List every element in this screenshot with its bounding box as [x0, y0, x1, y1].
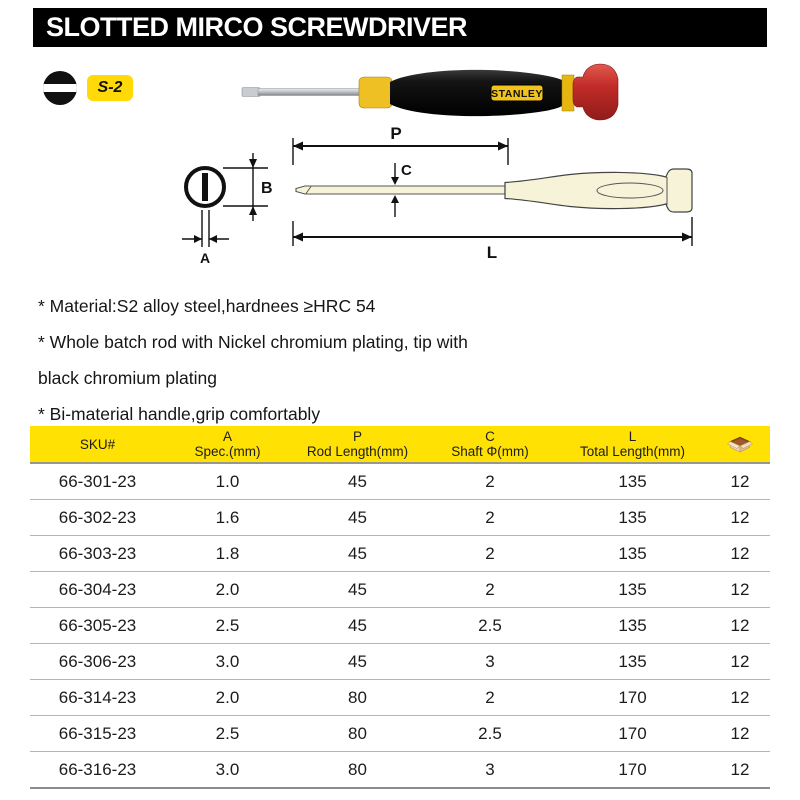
cell-total-length: 135 [555, 644, 710, 680]
table-row [30, 463, 770, 500]
cell-rod-length: 45 [290, 572, 425, 608]
cell-pack-qty: 12 [710, 463, 770, 500]
table-row [30, 752, 770, 789]
cell-pack-qty: 12 [710, 680, 770, 716]
cell-rod-length: 45 [290, 500, 425, 536]
cell-shaft-dia: 2.5 [425, 716, 555, 752]
table-header-row [30, 426, 770, 463]
col-header-pack-qty [710, 426, 770, 463]
cell-total-length: 135 [555, 463, 710, 500]
cell-a-spec: 3.0 [165, 752, 290, 789]
dim-label-b: B [261, 180, 273, 197]
dimension-diagram [0, 125, 800, 275]
cell-rod-length: 45 [290, 536, 425, 572]
cell-a-spec: 1.8 [165, 536, 290, 572]
cell-rod-length: 45 [290, 608, 425, 644]
cell-a-spec: 2.0 [165, 680, 290, 716]
cell-a-spec: 1.6 [165, 500, 290, 536]
handle-side-view [505, 169, 692, 212]
cell-pack-qty: 12 [710, 644, 770, 680]
brand-badge [491, 85, 543, 101]
cell-sku: 66-304-23 [30, 572, 165, 608]
slotted-tip-icon [43, 71, 77, 105]
feature-list [38, 288, 598, 432]
table-row [30, 500, 770, 536]
cell-pack-qty: 12 [710, 536, 770, 572]
table-row [30, 680, 770, 716]
brand-text: STANLEY [491, 88, 543, 100]
table-row [30, 716, 770, 752]
cell-a-spec: 3.0 [165, 644, 290, 680]
cell-pack-qty: 12 [710, 716, 770, 752]
cell-total-length: 170 [555, 752, 710, 789]
cell-rod-length: 45 [290, 644, 425, 680]
cell-a-spec: 2.5 [165, 608, 290, 644]
cell-shaft-dia: 2.5 [425, 608, 555, 644]
table-row [30, 644, 770, 680]
dim-label-p: P [390, 125, 402, 143]
cell-shaft-dia: 2 [425, 572, 555, 608]
col-header-a-spec: A Spec.(mm) [165, 426, 290, 463]
cell-sku: 66-303-23 [30, 536, 165, 572]
cap-ring [562, 75, 574, 111]
cell-rod-length: 80 [290, 752, 425, 789]
screwdriver-shaft [242, 88, 362, 97]
cell-rod-length: 45 [290, 463, 425, 500]
feature-line: black chromium plating [38, 368, 217, 388]
cell-total-length: 170 [555, 716, 710, 752]
cell-total-length: 135 [555, 500, 710, 536]
rotating-cap [573, 64, 618, 120]
cell-shaft-dia: 2 [425, 536, 555, 572]
cell-pack-qty: 12 [710, 608, 770, 644]
slot-mark [43, 84, 77, 92]
feature-line: * Bi-material handle,grip comfortably [38, 404, 321, 424]
dim-label-c: C [401, 162, 412, 179]
table-row [30, 608, 770, 644]
cell-shaft-dia: 2 [425, 463, 555, 500]
cell-pack-qty: 12 [710, 752, 770, 789]
cell-sku: 66-305-23 [30, 608, 165, 644]
tip-type-label: S-2 [97, 79, 123, 96]
cell-shaft-dia: 3 [425, 752, 555, 789]
col-header-sku: SKU# [30, 426, 165, 463]
cell-sku: 66-306-23 [30, 644, 165, 680]
cell-a-spec: 2.0 [165, 572, 290, 608]
page-title-bar [33, 8, 767, 47]
tip-type-badge [87, 75, 133, 101]
col-header-rod-length: P Rod Length(mm) [290, 426, 425, 463]
cell-total-length: 170 [555, 680, 710, 716]
cell-shaft-dia: 2 [425, 680, 555, 716]
feature-line: * Material:S2 alloy steel,hardnees ≥HRC 54 [38, 296, 376, 316]
cell-sku: 66-316-23 [30, 752, 165, 789]
cell-sku: 66-302-23 [30, 500, 165, 536]
table-row [30, 572, 770, 608]
handle-collar [359, 77, 392, 108]
page-title: SLOTTED MIRCO SCREWDRIVER [46, 12, 468, 42]
cell-shaft-dia: 2 [425, 500, 555, 536]
cell-a-spec: 1.0 [165, 463, 290, 500]
cell-shaft-dia: 3 [425, 644, 555, 680]
shaft-side-view [296, 186, 505, 194]
carton-box-icon [727, 434, 753, 454]
cell-sku: 66-314-23 [30, 680, 165, 716]
product-photo [230, 55, 650, 125]
cell-sku: 66-315-23 [30, 716, 165, 752]
cell-total-length: 135 [555, 608, 710, 644]
col-header-total-length: L Total Length(mm) [555, 426, 710, 463]
cell-pack-qty: 12 [710, 500, 770, 536]
cell-a-spec: 2.5 [165, 716, 290, 752]
feature-line: * Whole batch rod with Nickel chromium plating, tip with [38, 332, 468, 352]
dim-label-l: L [486, 243, 498, 262]
cell-pack-qty: 12 [710, 572, 770, 608]
cell-total-length: 135 [555, 572, 710, 608]
spec-table [30, 426, 770, 789]
tip-slot-front [202, 173, 208, 201]
cell-rod-length: 80 [290, 680, 425, 716]
cell-sku: 66-301-23 [30, 463, 165, 500]
table-row [30, 536, 770, 572]
dim-label-a: A [199, 250, 211, 266]
col-header-shaft-dia: C Shaft Φ(mm) [425, 426, 555, 463]
cell-rod-length: 80 [290, 716, 425, 752]
cell-total-length: 135 [555, 536, 710, 572]
